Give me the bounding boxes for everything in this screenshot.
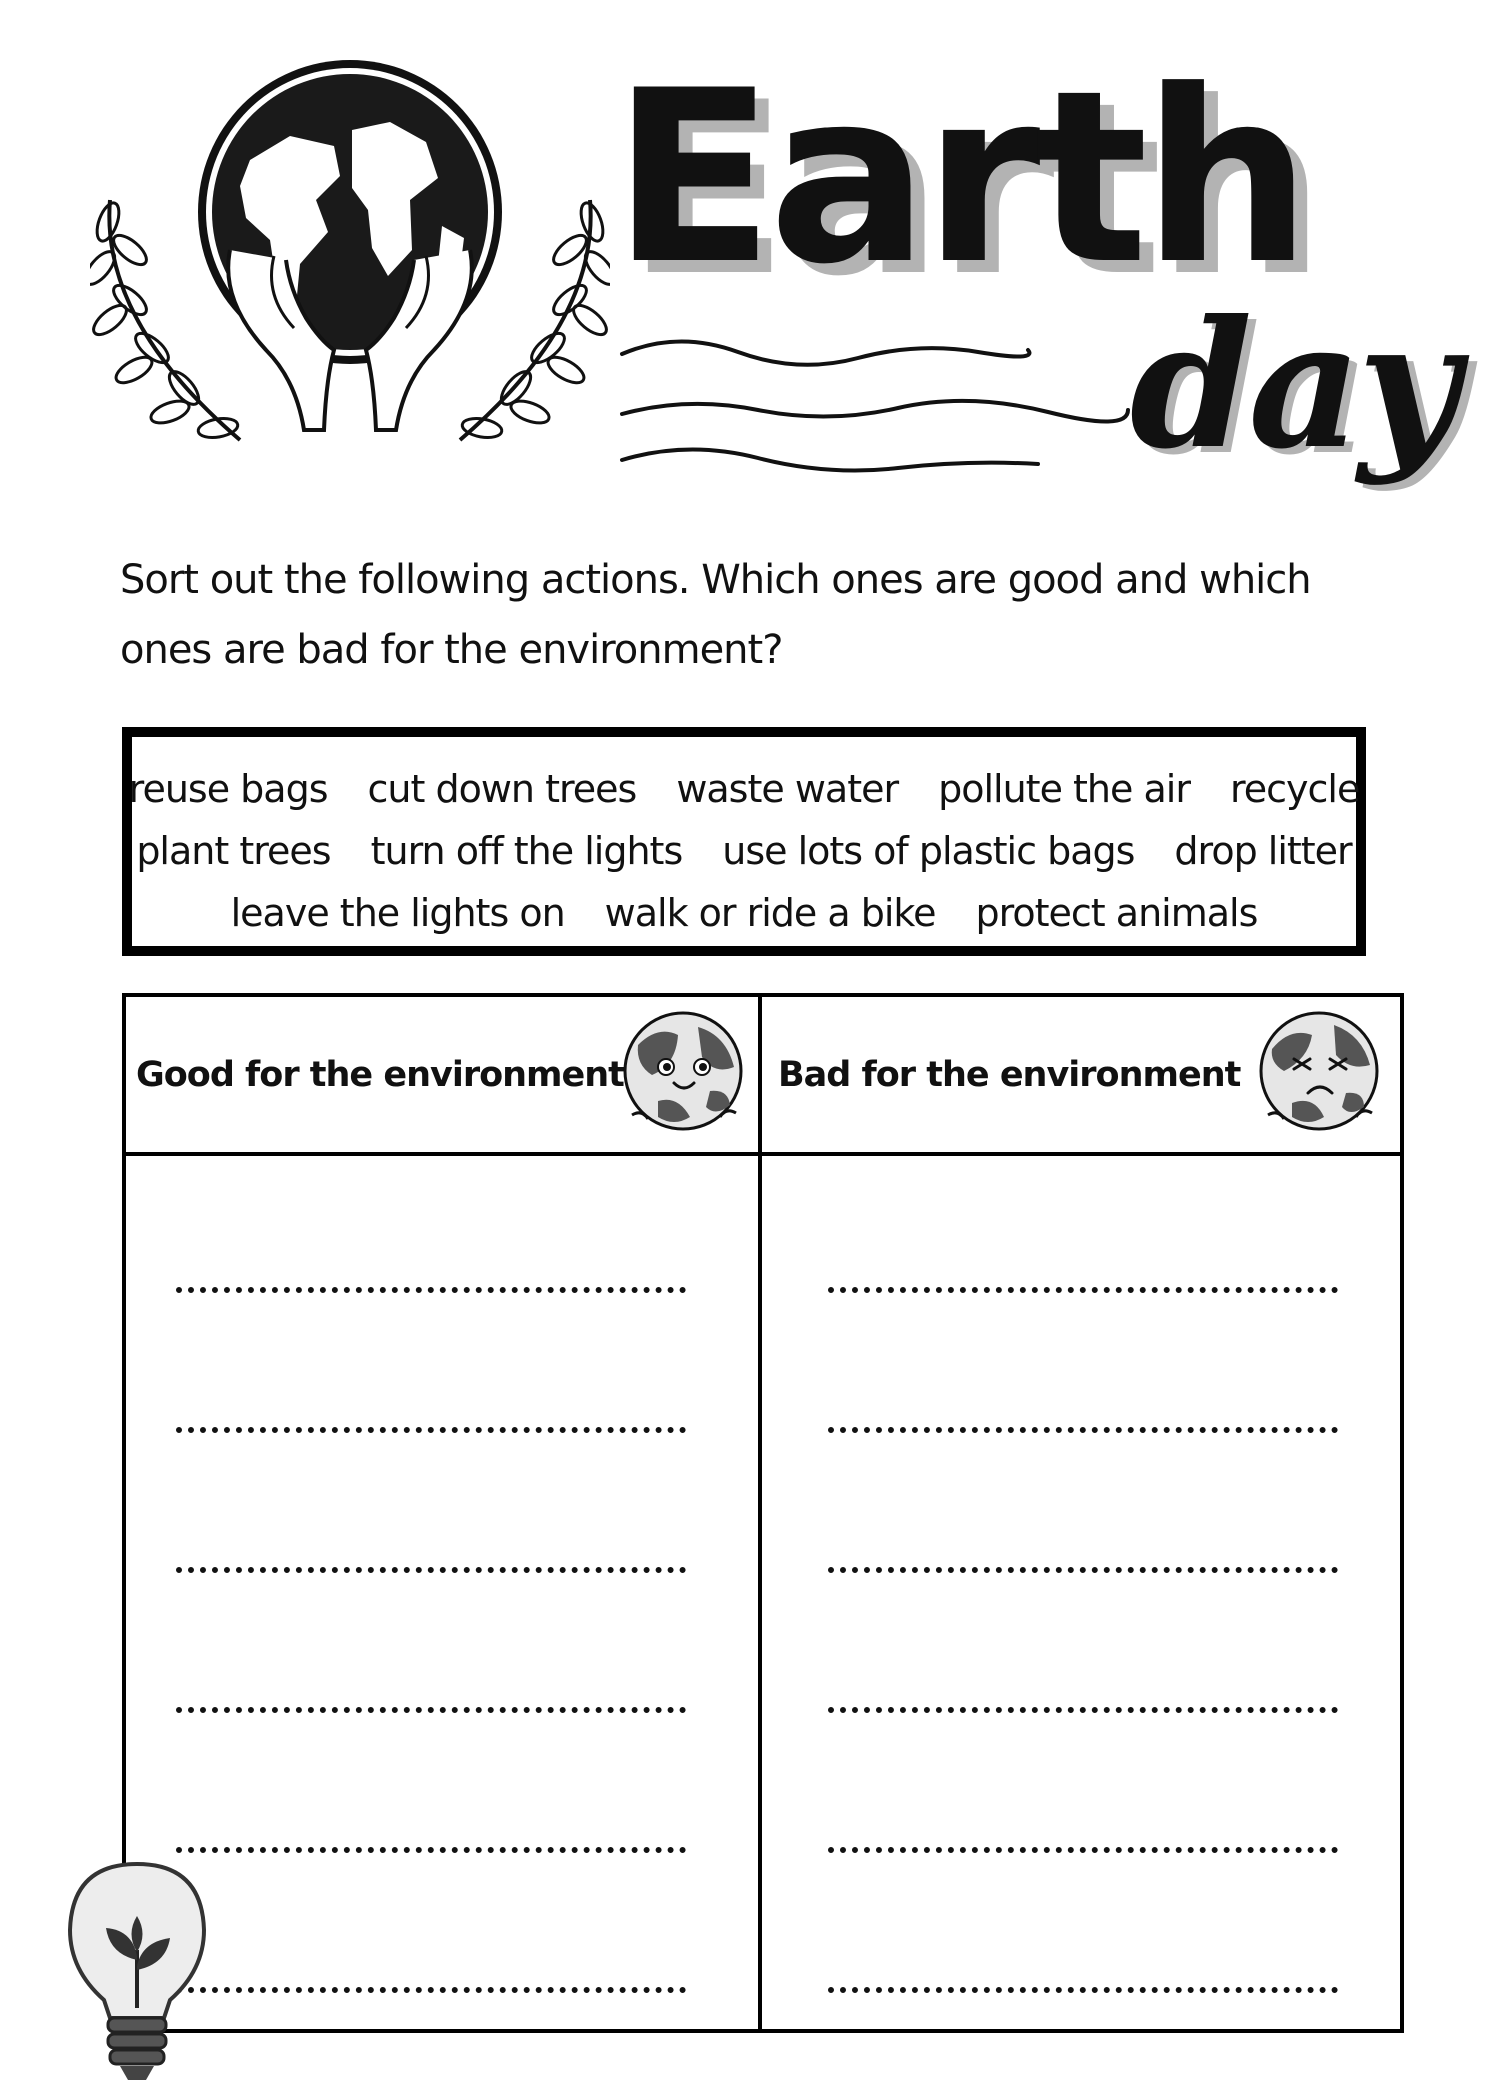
header-divider [126, 1152, 1400, 1156]
answer-line[interactable] [828, 1707, 1338, 1713]
word-bank [122, 727, 1366, 956]
word-bank-row [132, 891, 1356, 935]
answer-line[interactable] [176, 1707, 686, 1713]
sort-table [122, 993, 1404, 2033]
instructions-text: Sort out the following actions. Which ones are good and which ones are bad for the environment? [120, 557, 1311, 673]
globe-in-hands-icon [90, 50, 610, 490]
word-bank-item: waste water [676, 767, 899, 811]
title-day: day [1130, 283, 1456, 488]
sad-earth-icon [1254, 1005, 1384, 1145]
word-bank-item: plant trees [136, 829, 331, 873]
word-bank-item: reuse bags [128, 767, 328, 811]
answer-line[interactable] [176, 1847, 686, 1853]
answer-line[interactable] [176, 1987, 686, 1993]
answer-line[interactable] [828, 1847, 1338, 1853]
lightbulb-with-plant-icon [62, 1858, 212, 2090]
bad-column-title: Bad for the environment [778, 1055, 1241, 1095]
answer-line[interactable] [828, 1987, 1338, 1993]
word-bank-row [132, 829, 1356, 873]
answer-line[interactable] [176, 1427, 686, 1433]
answer-line[interactable] [176, 1287, 686, 1293]
wave-lines-decoration [618, 330, 1138, 490]
answer-line[interactable] [828, 1567, 1338, 1573]
good-column-title: Good for the environment [136, 1055, 624, 1095]
title-earth: Earth [612, 40, 1306, 317]
word-bank-item: protect animals [975, 891, 1258, 935]
word-bank-item: recycle [1229, 767, 1360, 811]
answer-line[interactable] [828, 1287, 1338, 1293]
word-bank-item: drop litter [1174, 829, 1352, 873]
answer-line[interactable] [828, 1427, 1338, 1433]
word-bank-item: use lots of plastic bags [722, 829, 1135, 873]
happy-earth-icon [618, 1005, 748, 1145]
word-bank-item: leave the lights on [230, 891, 565, 935]
answer-line[interactable] [176, 1567, 686, 1573]
word-bank-item: cut down trees [367, 767, 637, 811]
word-bank-item: pollute the air [938, 767, 1190, 811]
word-bank-item: walk or ride a bike [604, 891, 936, 935]
word-bank-row [128, 767, 1360, 811]
word-bank-item: turn off the lights [370, 829, 683, 873]
